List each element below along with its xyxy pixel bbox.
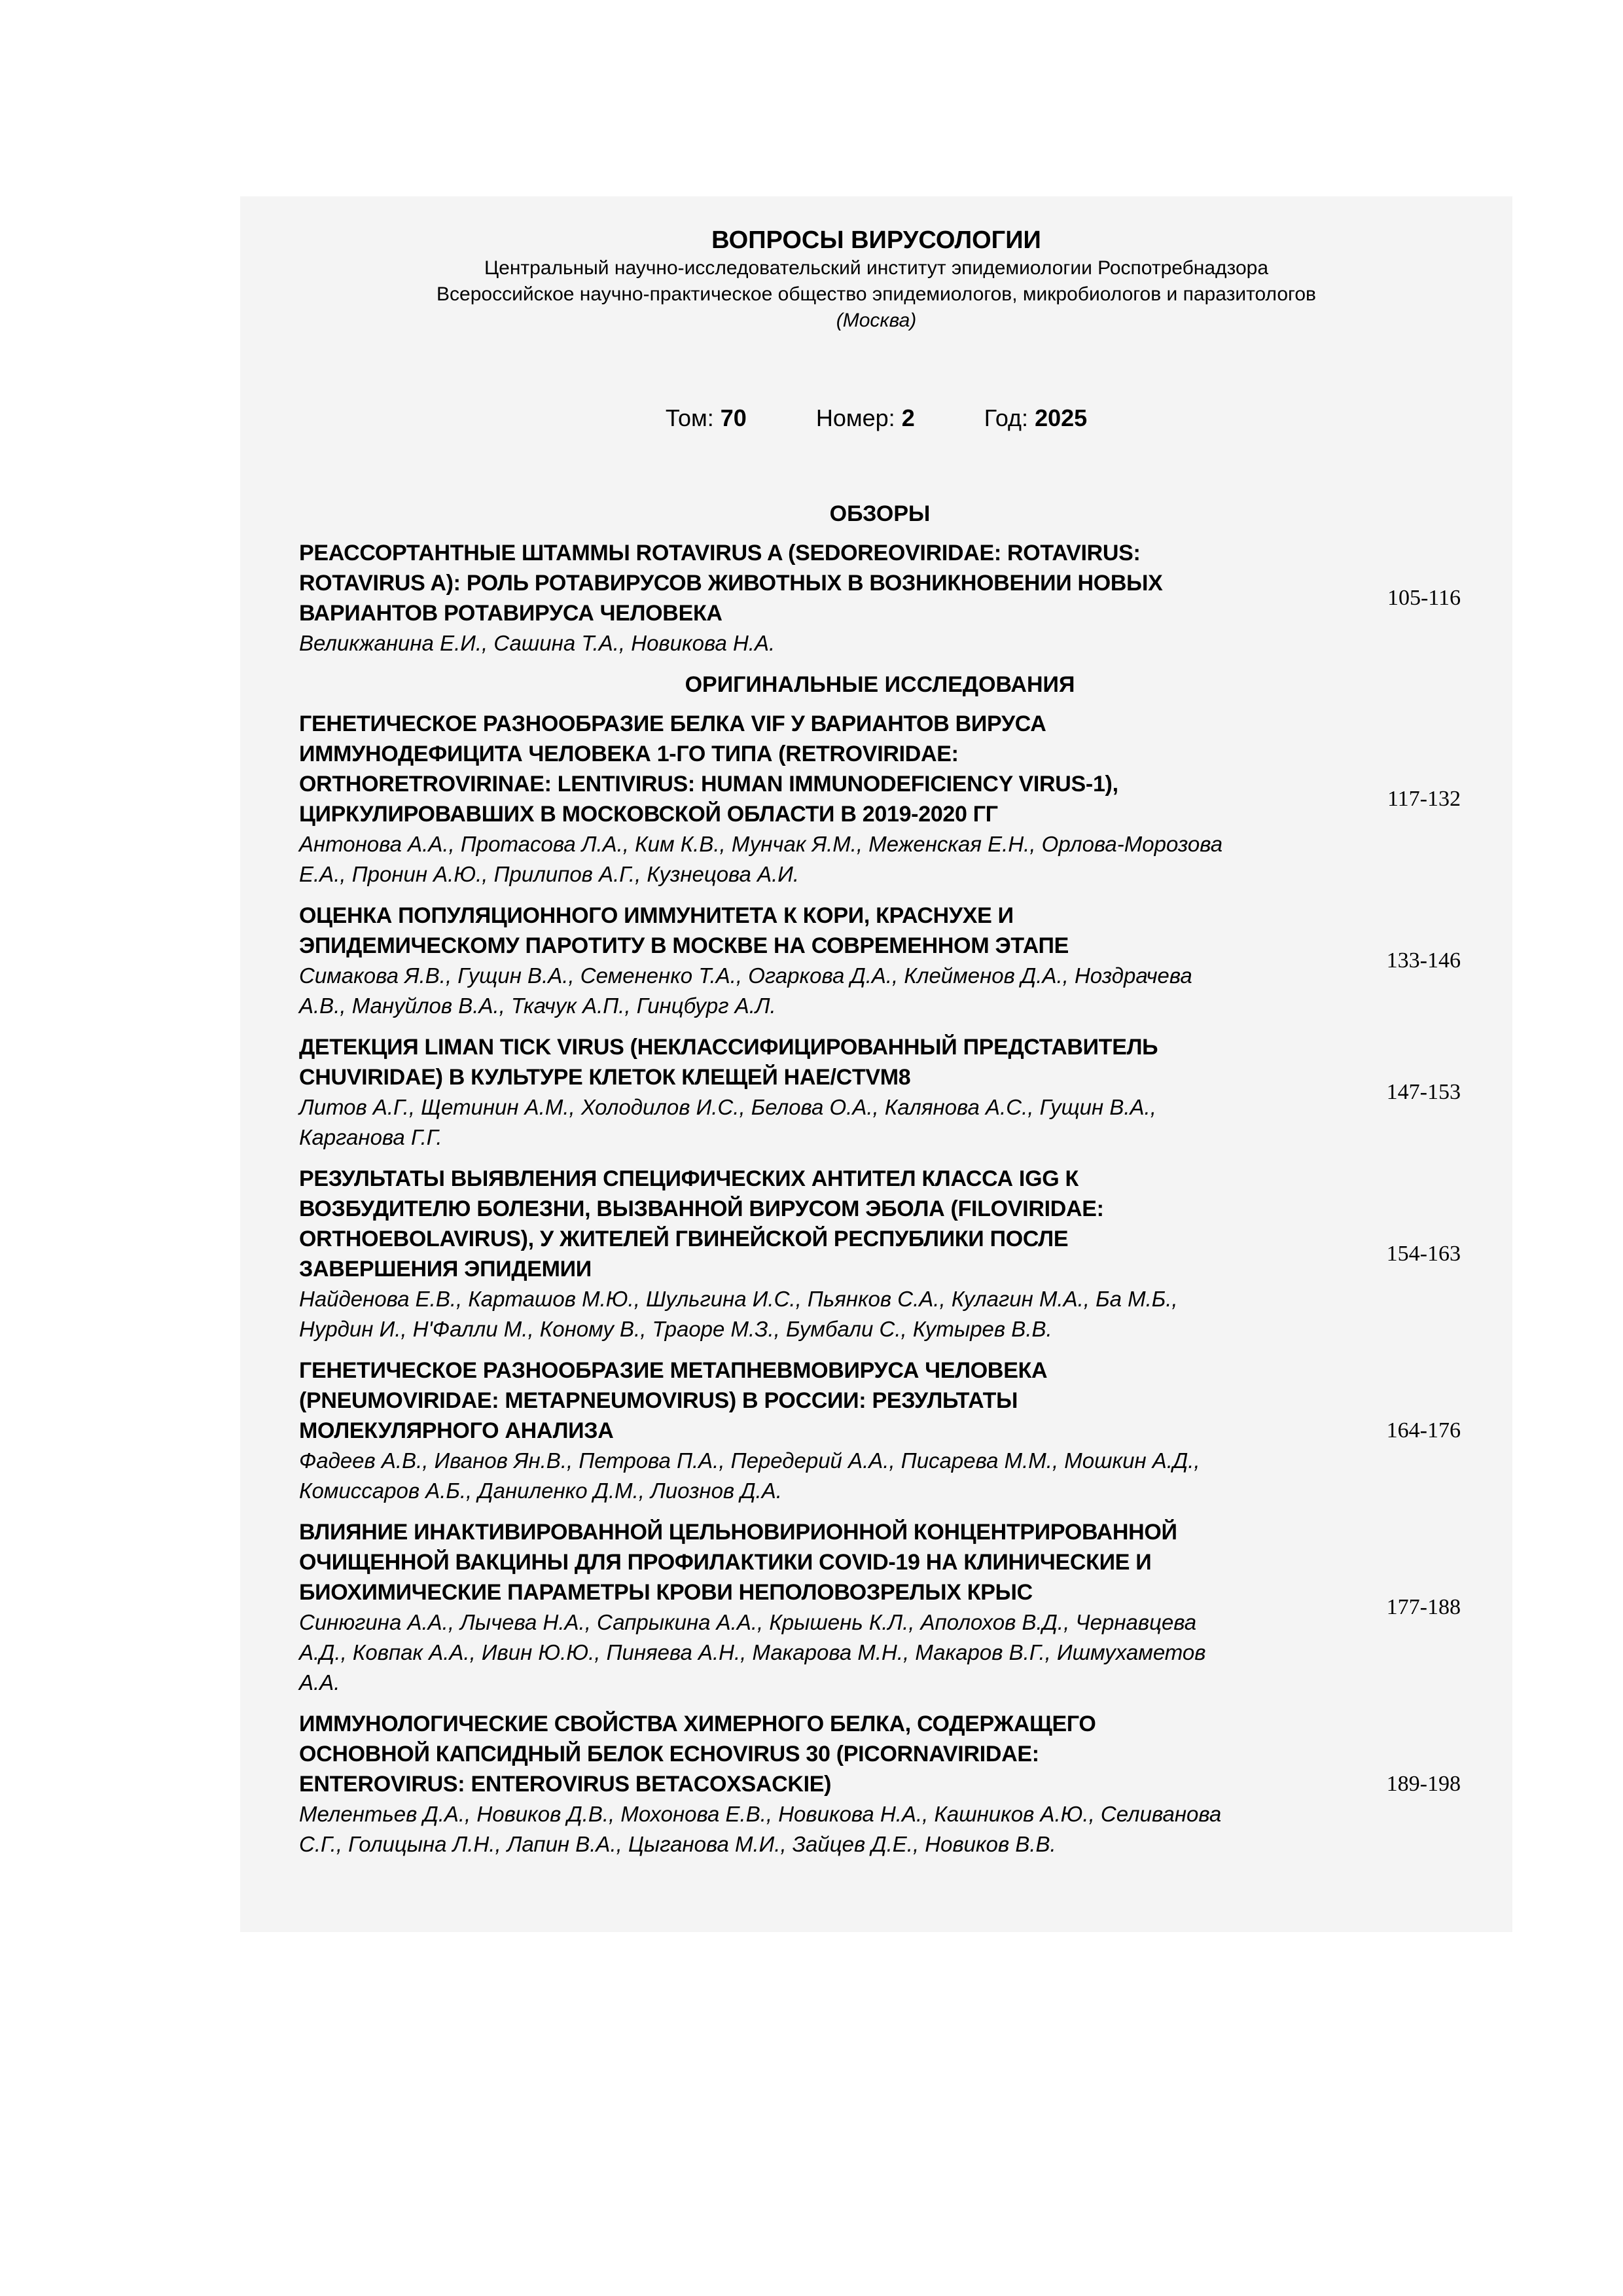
- article-body: [299, 901, 1346, 1021]
- article-authors-line: Е.А., Пронин А.Ю., Прилипов А.Г., Кузнецова А.И.: [299, 862, 800, 886]
- article-pages: 147-153: [1386, 1080, 1461, 1104]
- article-authors-line: Литов А.Г., Щетинин А.М., Холодилов И.С., Белова О.А., Калянова А.С., Гущин В.А.,: [299, 1095, 1156, 1119]
- article-title-line[interactable]: ГЕНЕТИЧЕСКОЕ РАЗНООБРАЗИЕ МЕТАПНЕВМОВИРУСА ЧЕЛОВЕКА: [299, 1358, 1048, 1383]
- article-pages: 164-176: [1386, 1418, 1461, 1443]
- article-title-line[interactable]: ОСНОВНОЙ КАПСИДНЫЙ БЕЛОК ECHOVIRUS 30 (PICORNAVIRIDAE:: [299, 1742, 1039, 1767]
- article-body: [299, 1709, 1346, 1859]
- article-title-line[interactable]: (PNEUMOVIRIDAE: METAPNEUMOVIRUS) В РОССИИ: РЕЗУЛЬТАТЫ: [299, 1388, 1018, 1413]
- article-entry[interactable]: [299, 538, 1461, 658]
- article-authors-line: А.Д., Ковпак А.А., Ивин Ю.Ю., Пиняева А.Н., Макарова М.Н., Макаров В.Г., Ишмухаметов: [299, 1640, 1206, 1664]
- article-title-line[interactable]: ЗАВЕРШЕНИЯ ЭПИДЕМИИ: [299, 1257, 592, 1282]
- article-authors-line: А.В., Мануйлов В.А., Ткачук А.П., Гинцбург А.Л.: [299, 994, 776, 1018]
- number-value: 2: [901, 404, 915, 431]
- article-title-line[interactable]: ДЕТЕКЦИЯ LIMAN TICK VIRUS (НЕКЛАССИФИЦИРОВАННЫЙ ПРЕДСТАВИТЕЛЬ: [299, 1035, 1158, 1060]
- section-heading: ОБЗОРЫ: [829, 501, 931, 526]
- publisher-2: Всероссийское научно-практическое общество эпидемиологов, микробиологов и паразитологов: [437, 283, 1316, 305]
- article-title-line[interactable]: ОЧИЩЕННОЙ ВАКЦИНЫ ДЛЯ ПРОФИЛАКТИКИ COVID-19 НА КЛИНИЧЕСКИЕ И: [299, 1550, 1152, 1575]
- table-of-contents: [299, 499, 1461, 1871]
- article-title-line[interactable]: ГЕНЕТИЧЕСКОЕ РАЗНООБРАЗИЕ БЕЛКА VIF У ВАРИАНТОВ ВИРУСА: [299, 711, 1046, 736]
- article-entry[interactable]: [299, 1517, 1461, 1698]
- volume-label: Том:: [665, 404, 714, 431]
- article-authors-line: А.А.: [299, 1670, 340, 1695]
- article-title-line[interactable]: ВАРИАНТОВ РОТАВИРУСА ЧЕЛОВЕКА: [299, 601, 722, 626]
- article-entry[interactable]: [299, 1709, 1461, 1859]
- article-title-line[interactable]: БИОХИМИЧЕСКИЕ ПАРАМЕТРЫ КРОВИ НЕПОЛОВОЗРЕЛЫХ КРЫС: [299, 1580, 1033, 1605]
- issue-year: [984, 403, 1087, 433]
- article-authors-line: Мелентьев Д.А., Новиков Д.В., Мохонова Е.В., Новикова Н.А., Кашников А.Ю., Селиванова: [299, 1802, 1222, 1826]
- article-title-line[interactable]: МОЛЕКУЛЯРНОГО АНАЛИЗА: [299, 1418, 614, 1443]
- article-title-line[interactable]: CHUVIRIDAE) В КУЛЬТУРЕ КЛЕТОК КЛЕЩЕЙ HAE/CTVM8: [299, 1065, 911, 1090]
- article-authors-line: Антонова А.А., Протасова Л.А., Ким К.В., Мунчак Я.М., Меженская Е.Н., Орлова-Морозова: [299, 832, 1223, 856]
- article-body: [299, 709, 1346, 889]
- article-authors-line: Найденова Е.В., Карташов М.Ю., Шульгина И.С., Пьянков С.А., Кулагин М.А., Ба М.Б.,: [299, 1287, 1178, 1311]
- issue-number: [816, 403, 915, 433]
- article-body: [299, 1164, 1346, 1344]
- article-authors-line: Фадеев А.В., Иванов Ян.В., Петрова П.А., Передерий А.А., Писарева М.М., Мошкин А.Д.,: [299, 1448, 1200, 1473]
- article-title-line[interactable]: ИММУНОДЕФИЦИТА ЧЕЛОВЕКА 1-ГО ТИПА (RETROVIRIDAE:: [299, 742, 959, 766]
- article-pages: 117-132: [1387, 787, 1461, 811]
- article-pages: 154-163: [1386, 1242, 1461, 1266]
- issue-volume: [666, 403, 747, 433]
- article-title-line[interactable]: ORTHORETROVIRINAE: LENTIVIRUS: HUMAN IMMUNODEFICIENCY VIRUS-1),: [299, 772, 1118, 797]
- article-entry[interactable]: [299, 1032, 1461, 1153]
- article-title-line[interactable]: РЕАССОРТАНТНЫЕ ШТАММЫ ROTAVIRUS A (SEDOREOVIRIDAE: ROTAVIRUS:: [299, 541, 1141, 565]
- article-title-line[interactable]: ВЛИЯНИЕ ИНАКТИВИРОВАННОЙ ЦЕЛЬНОВИРИОННОЙ КОНЦЕНТРИРОВАННОЙ: [299, 1520, 1177, 1545]
- article-authors-line: Симакова Я.В., Гущин В.А., Семененко Т.А., Огаркова Д.А., Клейменов Д.А., Ноздрачева: [299, 963, 1192, 988]
- article-title-line[interactable]: ОЦЕНКА ПОПУЛЯЦИОННОГО ИММУНИТЕТА К КОРИ, КРАСНУХЕ И: [299, 903, 1014, 928]
- article-entry[interactable]: [299, 1164, 1461, 1344]
- article-title-line[interactable]: РЕЗУЛЬТАТЫ ВЫЯВЛЕНИЯ СПЕЦИФИЧЕСКИХ АНТИТЕЛ КЛАССА IGG К: [299, 1166, 1079, 1191]
- article-entry[interactable]: [299, 709, 1461, 889]
- issue-info: [240, 403, 1512, 433]
- article-authors-line: С.Г., Голицына Л.Н., Лапин В.А., Цыганова М.И., Зайцев Д.Е., Новиков В.В.: [299, 1832, 1056, 1856]
- article-body: [299, 1032, 1346, 1153]
- number-label: Номер:: [815, 404, 895, 431]
- journal-title: ВОПРОСЫ ВИРУСОЛОГИИ: [711, 226, 1041, 254]
- article-title-line[interactable]: ROTAVIRUS A): РОЛЬ РОТАВИРУСОВ ЖИВОТНЫХ В ВОЗНИКНОВЕНИИ НОВЫХ: [299, 571, 1163, 596]
- publisher-1: Центральный научно-исследовательский институт эпидемиологии Роспотребнадзора: [484, 257, 1269, 279]
- article-pages: 177-188: [1386, 1595, 1461, 1619]
- article-pages: 105-116: [1387, 586, 1461, 610]
- article-entry[interactable]: [299, 901, 1461, 1021]
- article-body: [299, 1355, 1346, 1506]
- article-authors-line: Синюгина А.А., Лычева Н.А., Сапрыкина А.А., Крышень К.Л., Аполохов В.Д., Чернавцева: [299, 1610, 1197, 1634]
- article-entry[interactable]: [299, 1355, 1461, 1506]
- volume-value: 70: [720, 404, 747, 431]
- article-body: [299, 1517, 1346, 1698]
- section-heading: ОРИГИНАЛЬНЫЕ ИССЛЕДОВАНИЯ: [685, 672, 1075, 697]
- article-authors-line: Комиссаров А.Б., Даниленко Д.М., Лиознов Д.А.: [299, 1479, 782, 1503]
- article-title-line[interactable]: ВОЗБУДИТЕЛЮ БОЛЕЗНИ, ВЫЗВАННОЙ ВИРУСОМ ЭБОЛА (FILOVIRIDAE:: [299, 1196, 1104, 1221]
- article-authors-line: Карганова Г.Г.: [299, 1125, 442, 1149]
- contents-panel: [240, 196, 1512, 1932]
- article-title-line[interactable]: ORTHOEBOLAVIRUS), У ЖИТЕЛЕЙ ГВИНЕЙСКОЙ РЕСПУБЛИКИ ПОСЛЕ: [299, 1227, 1069, 1251]
- year-value: 2025: [1035, 404, 1088, 431]
- article-title-line[interactable]: ИММУНОЛОГИЧЕСКИЕ СВОЙСТВА ХИМЕРНОГО БЕЛКА, СОДЕРЖАЩЕГО: [299, 1712, 1096, 1736]
- article-body: [299, 538, 1346, 658]
- article-title-line[interactable]: ЦИРКУЛИРОВАВШИХ В МОСКОВСКОЙ ОБЛАСТИ В 2019-2020 ГГ: [299, 802, 998, 827]
- article-title-line[interactable]: ENTEROVIRUS: ENTEROVIRUS BETACOXSACKIE): [299, 1772, 832, 1797]
- article-pages: 133-146: [1386, 948, 1461, 973]
- article-pages: 189-198: [1386, 1772, 1461, 1796]
- article-authors-line: Нурдин И., Н'Фалли М., Коному В., Траоре М.З., Бумбали С., Кутырев В.В.: [299, 1317, 1052, 1341]
- article-title-line[interactable]: ЭПИДЕМИЧЕСКОМУ ПАРОТИТУ В МОСКВЕ НА СОВРЕМЕННОМ ЭТАПЕ: [299, 933, 1069, 958]
- journal-city: (Москва): [836, 310, 917, 331]
- year-label: Год:: [984, 404, 1029, 431]
- article-authors-line: Великжанина Е.И., Сашина Т.А., Новикова Н.А.: [299, 631, 776, 655]
- journal-header: [240, 225, 1512, 334]
